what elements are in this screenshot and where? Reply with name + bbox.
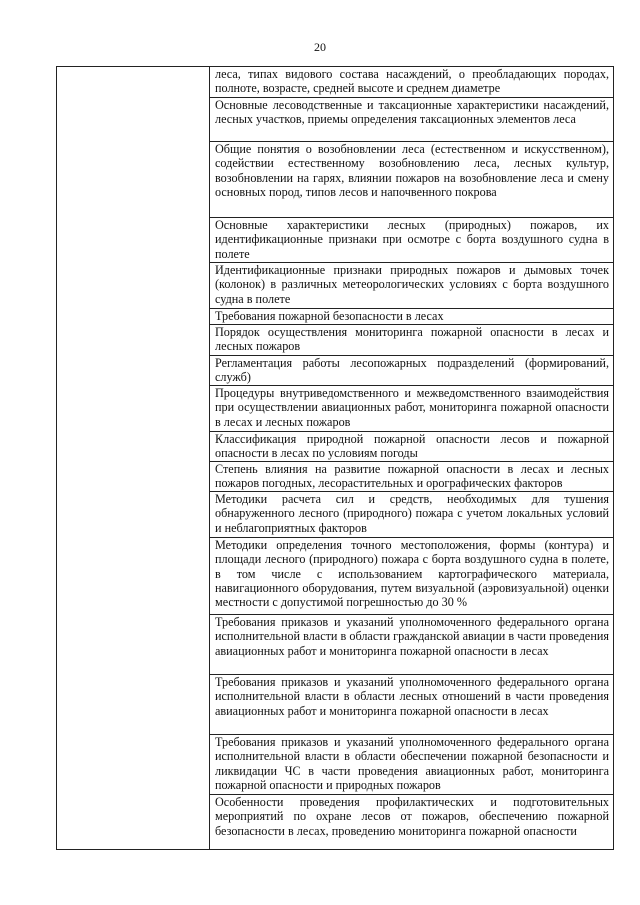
table-cell-text: Требования приказов и указаний уполномоченного федерального органа исполнительной власти в области лесных отношений в части проведения авиационных работ и мониторинга пожарной опасности в лесах [215, 675, 609, 718]
knowledge-table [56, 66, 614, 850]
table-cell-text: Требования приказов и указаний уполномоченного федерального органа исполнительной власти в области гражданской авиации в части проведения авиационных работ и мониторинга пожарной опасности в лесах [215, 615, 609, 658]
table-row [210, 462, 613, 492]
table-left-column-empty [57, 67, 210, 849]
page-number: 20 [314, 40, 326, 54]
table-row [210, 538, 613, 615]
table-row [210, 795, 613, 849]
table-cell-text: Идентификационные признаки природных пожаров и дымовых точек (колонок) в различных метеорологических условиях с борта воздушного судна в полете [215, 263, 609, 306]
table-row [210, 263, 613, 309]
table-cell-text: Процедуры внутриведомственного и межведомственного взаимодействия при осуществлении авиационных работ, мониторинга пожарной опасности в лесах и лесных пожаров [215, 386, 609, 429]
table-row [210, 492, 613, 538]
table-cell-text: Требования пожарной безопасности в лесах [215, 309, 444, 323]
table-cell-text: Требования приказов и указаний уполномоченного федерального органа исполнительной власти в области обеспечении пожарной безопасности и ликвидации ЧС в части проведения авиационных работ, мониторинга пожарной опасности и природных пожаров [215, 735, 609, 792]
table-row [210, 218, 613, 263]
table-cell-text: Основные характеристики лесных (природных) пожаров, их идентификационные признаки при осмотре с борта воздушного судна в полете [215, 218, 609, 261]
table-row [210, 432, 613, 462]
table-row [210, 309, 613, 325]
table-cell-text: Порядок осуществления мониторинга пожарной опасности в лесах и лесных пожаров [215, 325, 609, 354]
table-row [210, 67, 613, 98]
table-cell-text: Общие понятия о возобновлении леса (естественном и искусственном), содействии естественному возобновлению леса, лесных культур, возобновлении на гарях, влиянии пожаров на возобновление леса и смену основных пород, типов лесов и напочвенного покрова [215, 142, 609, 199]
table-cell-text: Регламентация работы лесопожарных подразделений (формирований, служб) [215, 356, 609, 385]
table-cell-text: Степень влияния на развитие пожарной опасности в лесах и лесных пожаров погодных, лесорастительных и орографических факторов [215, 462, 609, 491]
table-cell-text: Методики расчета сил и средств, необходимых для тушения обнаруженного лесного (природного) пожара с учетом локальных условий и неблагоприятных факторов [215, 492, 609, 535]
table-row [210, 386, 613, 432]
table-row [210, 325, 613, 356]
table-row [210, 98, 613, 142]
table-row [210, 735, 613, 795]
table-right-column [210, 67, 613, 849]
table-cell-text: Особенности проведения профилактических и подготовительных мероприятий по охране лесов от пожаров, обеспечению пожарной безопасности в лесах, проведению мониторинга пожарной опасности [215, 795, 609, 838]
table-cell-text: Методики определения точного местоположения, формы (контура) и площади лесного (природного) пожара с борта воздушного судна в полете, в том числе с использованием картографического материала, навигационного оборудования, путем визуальной (аэровизуальной) оценки местности с допустимой погрешностью до 30 % [215, 538, 609, 610]
table-cell-text: леса, типах видового состава насаждений, о преобладающих породах, полноте, возрасте, средней высоте и среднем диаметре [215, 67, 609, 96]
table-row [210, 356, 613, 386]
table-cell-text: Основные лесоводственные и таксационные характеристики насаждений, лесных участков, приемы определения таксационных элементов леса [215, 98, 609, 127]
table-cell-text: Классификация природной пожарной опасности лесов и пожарной опасности в лесах по условиям погоды [215, 432, 609, 461]
table-row [210, 142, 613, 218]
table-row [210, 615, 613, 675]
table-row [210, 675, 613, 735]
